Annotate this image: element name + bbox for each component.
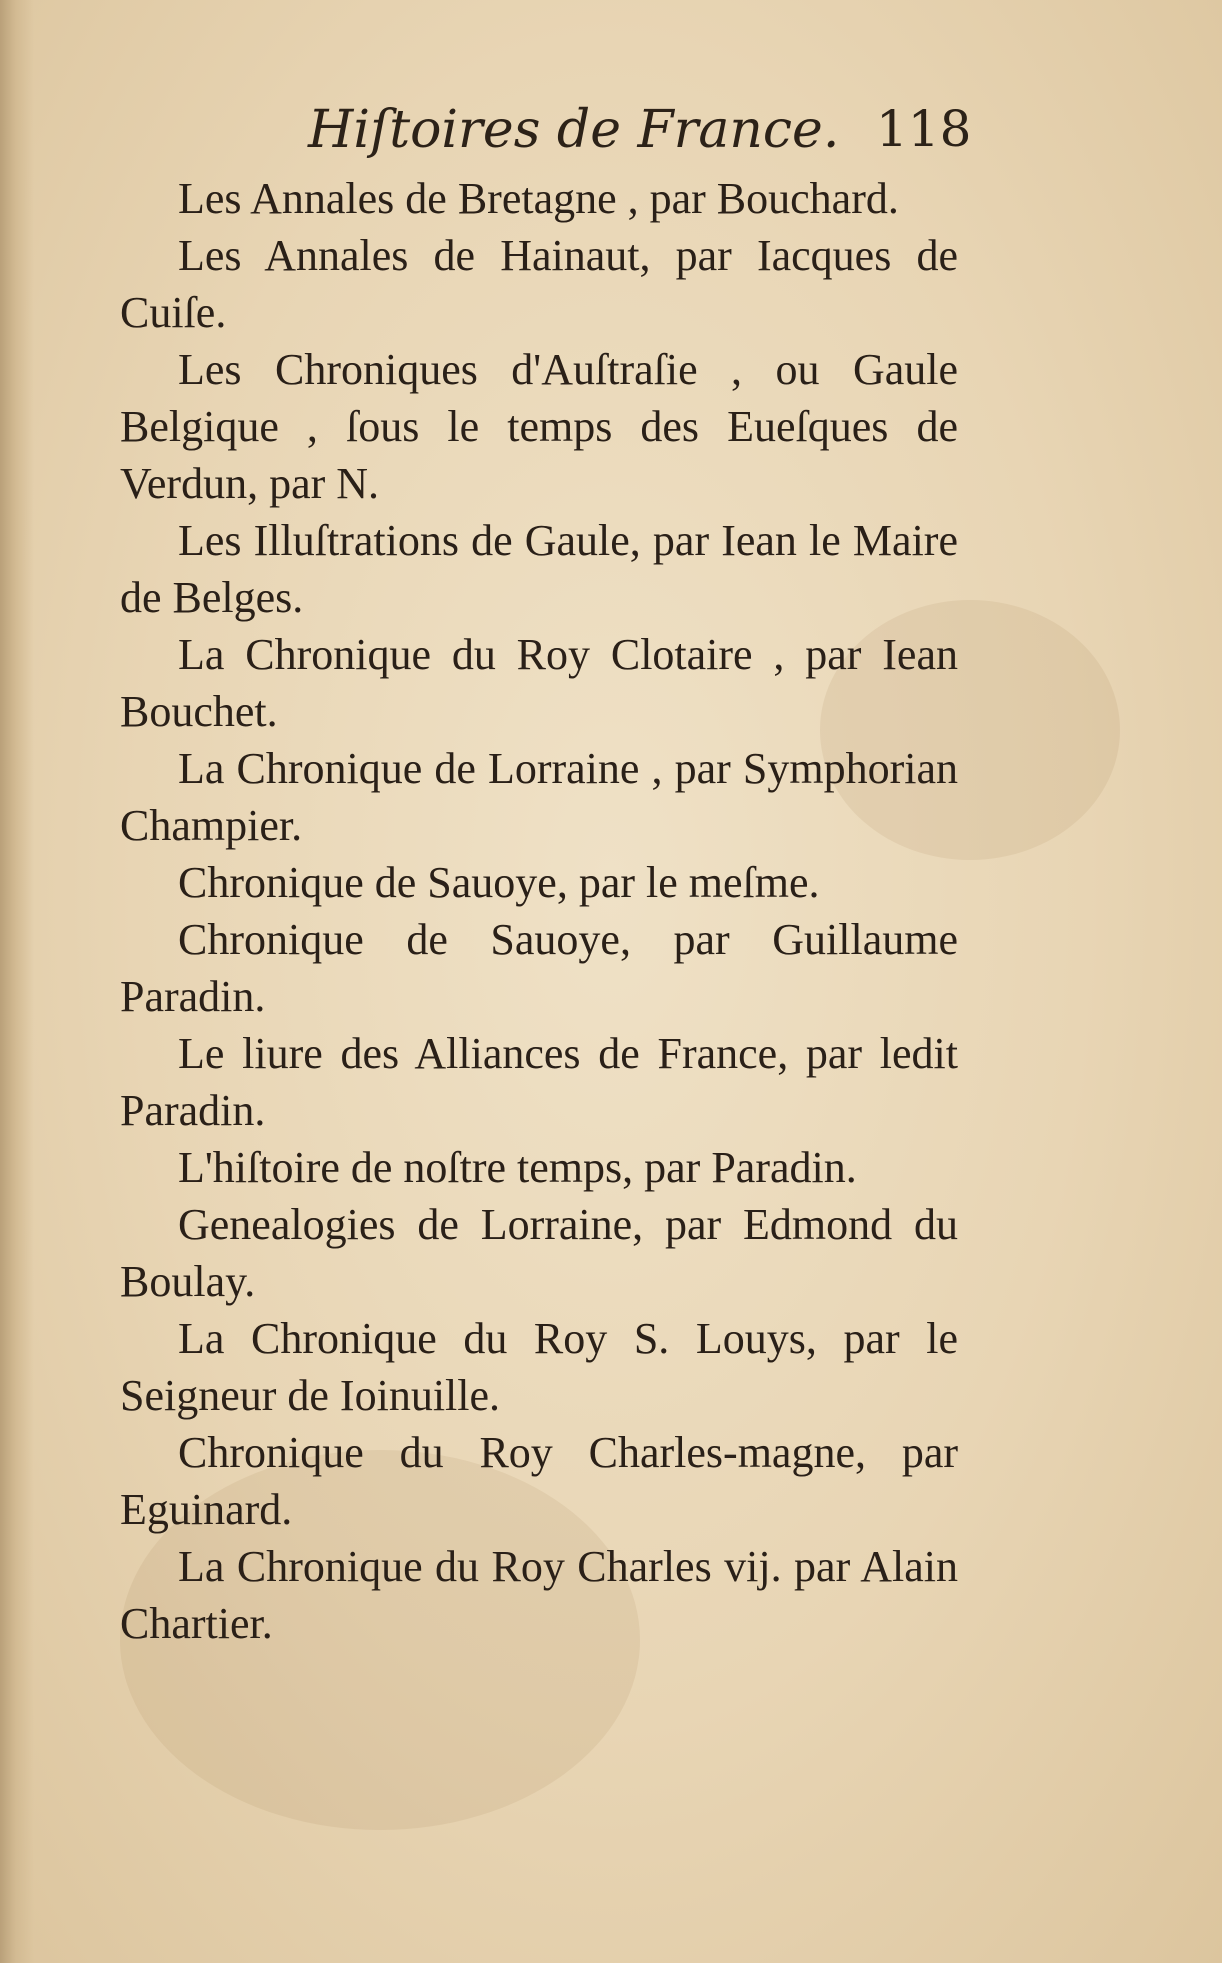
list-item: La Chronique du Roy Clotaire , par Iean Bouchet. (120, 630, 958, 736)
list-item: La Chronique du Roy S. Louys, par le Seigneur de Ioinuille. (120, 1314, 958, 1420)
list-item: Les Illuſtrations de Gaule, par Iean le Maire de Belges. (120, 516, 958, 622)
list-item: Le liure des Alliances de France, par ledit Paradin. (120, 1029, 958, 1135)
list-item: La Chronique du Roy Charles vij. par Alain Chartier. (120, 1542, 958, 1648)
page-gutter-shadow (0, 0, 34, 1963)
list-item: Les Annales de Bretagne , par Bouchard. (178, 174, 899, 223)
list-item: Les Annales de Hainaut, par Iacques de Cuiſe. (120, 231, 958, 337)
list-item: L'hiſtoire de noſtre temps, par Paradin. (178, 1143, 857, 1192)
list-item: Chronique du Roy Charles-magne, par Eguinard. (120, 1428, 958, 1534)
page-number: 118 (876, 100, 972, 158)
list-item: Genealogies de Lorraine, par Edmond du Boulay. (120, 1200, 958, 1306)
list-item: Les Chroniques d'Auſtraſie , ou Gaule Belgique , ſous le temps des Eueſques de Verdun, par N. (120, 345, 958, 508)
list-item: Chronique de Sauoye, par le meſme. (178, 858, 820, 907)
running-header (0, 100, 1222, 170)
list-item: La Chronique de Lorraine , par Symphorian Champier. (120, 744, 958, 850)
bibliography-list (120, 170, 958, 1652)
list-item: Chronique de Sauoye, par Guillaume Paradin. (120, 915, 958, 1021)
running-title: Hiſtoires de France. (308, 100, 840, 160)
